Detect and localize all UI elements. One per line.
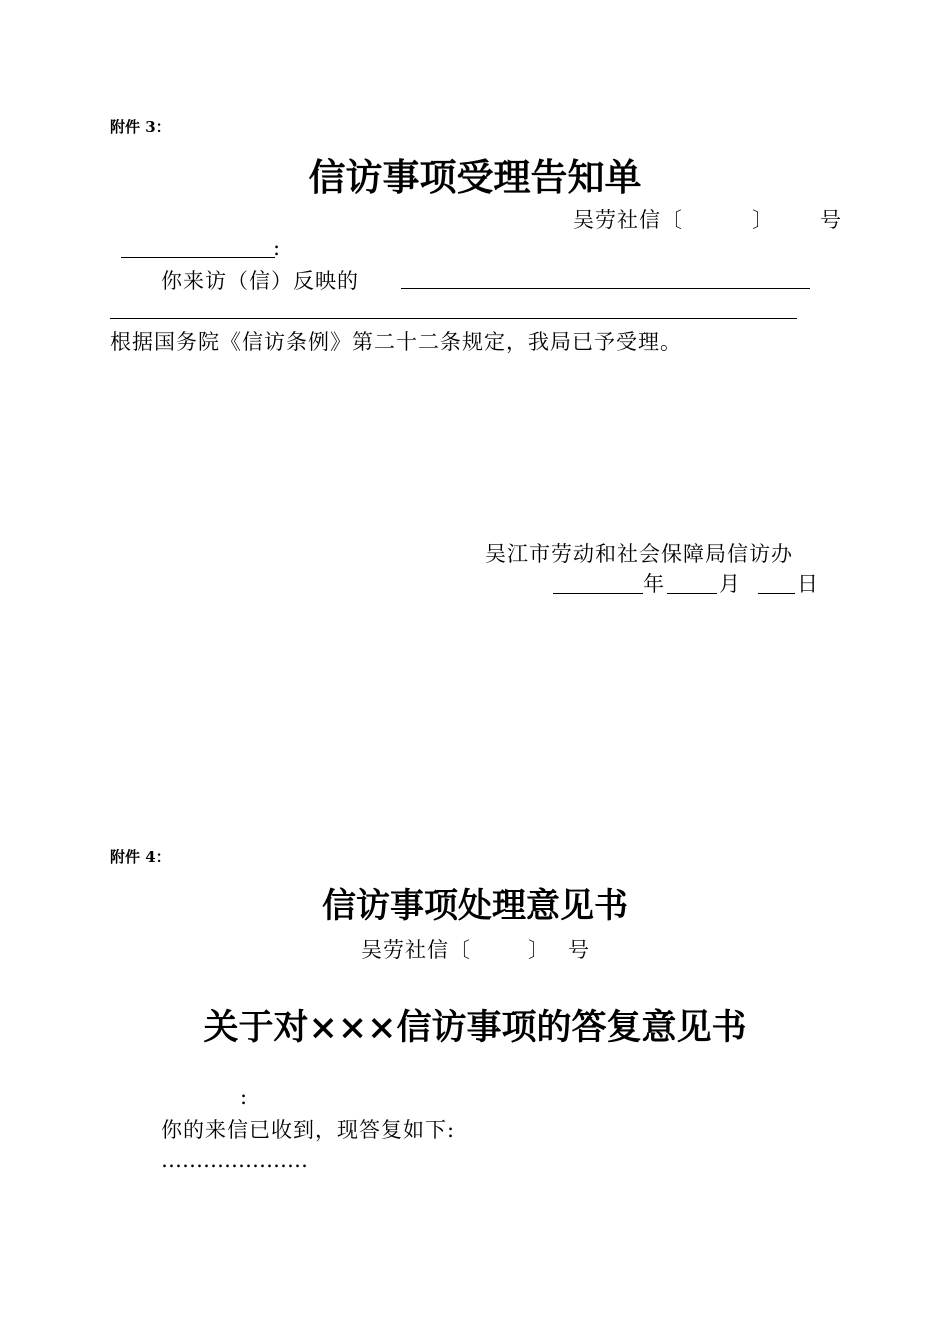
year-blank[interactable] (553, 593, 643, 594)
reply-recipient-colon: : (240, 1085, 249, 1109)
reflect-text: 你来访（信）反映的 (161, 269, 359, 293)
document-number-suffix: 号 (820, 208, 842, 232)
year-label: 年 (643, 572, 665, 596)
opinion-number-close-bracket: 〕 (528, 938, 550, 962)
day-blank[interactable] (758, 593, 795, 594)
month-blank[interactable] (667, 593, 717, 594)
reply-ellipsis: ………………… (161, 1148, 308, 1172)
recipient-name-blank[interactable] (121, 257, 275, 258)
day-label: 日 (797, 572, 819, 596)
recipient-colon: : (273, 236, 282, 260)
reply-intro-text: 你的来信已收到，现答复如下: (161, 1118, 456, 1142)
document-number-prefix: 吴劳社信〔 (573, 208, 683, 232)
document-number-close-bracket: 〕 (752, 208, 774, 232)
regulation-text: 根据国务院《信访条例》第二十二条规定，我局已予受理。 (110, 330, 682, 354)
acceptance-notice-title: 信访事项受理告知单 (308, 156, 642, 199)
reflect-content-blank[interactable] (401, 288, 810, 289)
issuing-office: 吴江市劳动和社会保障局信访办 (485, 542, 793, 566)
month-label: 月 (719, 572, 741, 596)
attachment-3-label: 附件 3： (110, 118, 171, 136)
attachment-4-label: 附件 4： (110, 848, 171, 866)
opinion-number-prefix: 吴劳社信〔 (361, 938, 471, 962)
handling-opinion-title: 信访事项处理意见书 (322, 886, 628, 926)
reply-subtitle: 关于对×××信访事项的答复意见书 (203, 1007, 747, 1048)
opinion-number-suffix: 号 (568, 938, 590, 962)
reflect-content-blank-2[interactable] (110, 318, 797, 319)
